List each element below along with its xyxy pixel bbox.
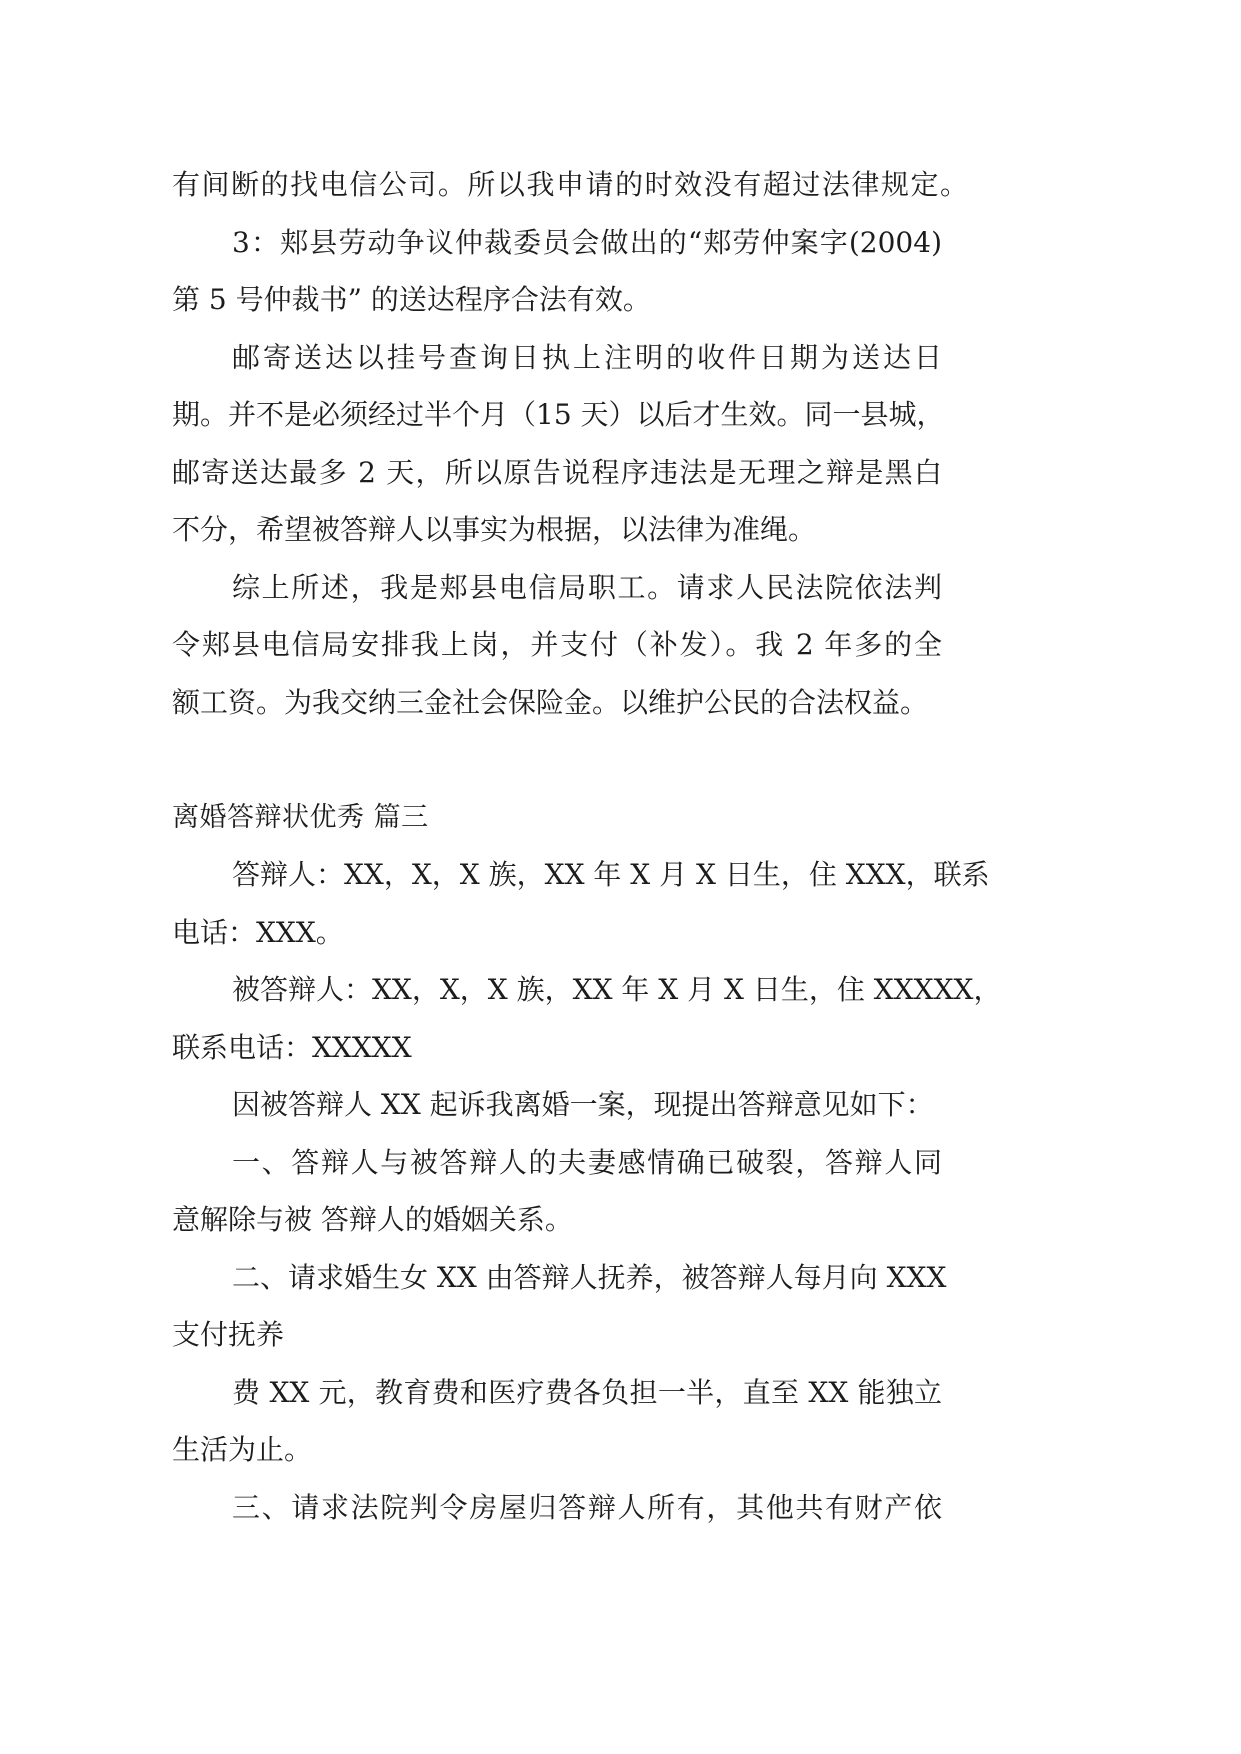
paragraph <box>172 846 990 961</box>
paragraph <box>172 1249 972 1364</box>
text-line: 邮寄送达最多 2 天，所以原告说程序违法是无理之辩是黑白 <box>172 455 942 489</box>
blank-line <box>172 731 972 789</box>
section-heading: 离婚答辩状优秀 篇三 <box>172 801 429 833</box>
text-line: 令郏县电信局安排我上岗，并支付（补发）。我 2 年多的全 <box>172 628 942 661</box>
text-line: 3：郏县劳动争议仲裁委员会做出的“郏劳仲案字(2004) <box>232 225 942 259</box>
paragraph <box>172 1479 972 1537</box>
text-line: 费 XX 元，教育费和医疗费各负担一半，直至 XX 能独立 <box>232 1375 942 1409</box>
paragraph <box>172 559 972 732</box>
document-body <box>172 156 1002 1536</box>
text-line: 一、答辩人与被答辩人的夫妻感情确已破裂，答辩人同 <box>232 1145 942 1179</box>
text-line: 期。并不是必须经过半个月（15 天）以后才生效。同一县城， <box>172 398 945 431</box>
text-line: 支付抚养 <box>172 1318 285 1351</box>
text-line: 意解除与被 答辩人的婚姻关系。 <box>172 1203 573 1236</box>
text-line: 三、请求法院判令房屋归答辩人所有，其他共有财产依 <box>232 1490 942 1524</box>
text-line: 邮寄送达以挂号查询日执上注明的收件日期为送达日 <box>232 340 942 374</box>
paragraph <box>172 1364 972 1479</box>
text-line: 不分，希望被答辩人以事实为根据，以法律为准绳。 <box>172 513 817 546</box>
text-line: 被答辩人：XX，X，X 族，XX 年 X 月 X 日生，住 XXXXX， <box>232 973 1002 1006</box>
paragraph <box>172 214 972 329</box>
text-line: 二、请求婚生女 XX 由答辩人抚养，被答辩人每月向 XXX <box>232 1260 947 1294</box>
text-line: 生活为止。 <box>172 1433 313 1466</box>
paragraph <box>172 961 1002 1076</box>
text-line: 因被答辩人 XX 起诉我离婚一案，现提出答辩意见如下： <box>232 1088 934 1121</box>
text-line: 答辩人：XX，X，X 族，XX 年 X 月 X 日生，住 XXX，联系 <box>232 858 990 891</box>
paragraph <box>172 329 972 559</box>
text-line: 第 5 号仲裁书” 的送达程序合法有效。 <box>172 283 651 316</box>
paragraph <box>172 1134 972 1249</box>
text-line: 综上所述，我是郏县电信局职工。请求人民法院依法判 <box>232 570 942 604</box>
text-line: 联系电话：XXXXX <box>172 1030 412 1064</box>
paragraph <box>172 1076 972 1134</box>
text-line: 有间断的找电信公司。所以我申请的时效没有超过法律规定。 <box>172 168 968 201</box>
text-line: 额工资。为我交纳三金社会保险金。以维护公民的合法权益。 <box>172 685 929 719</box>
text-line: 电话：XXX。 <box>172 915 344 949</box>
paragraph <box>172 156 972 214</box>
